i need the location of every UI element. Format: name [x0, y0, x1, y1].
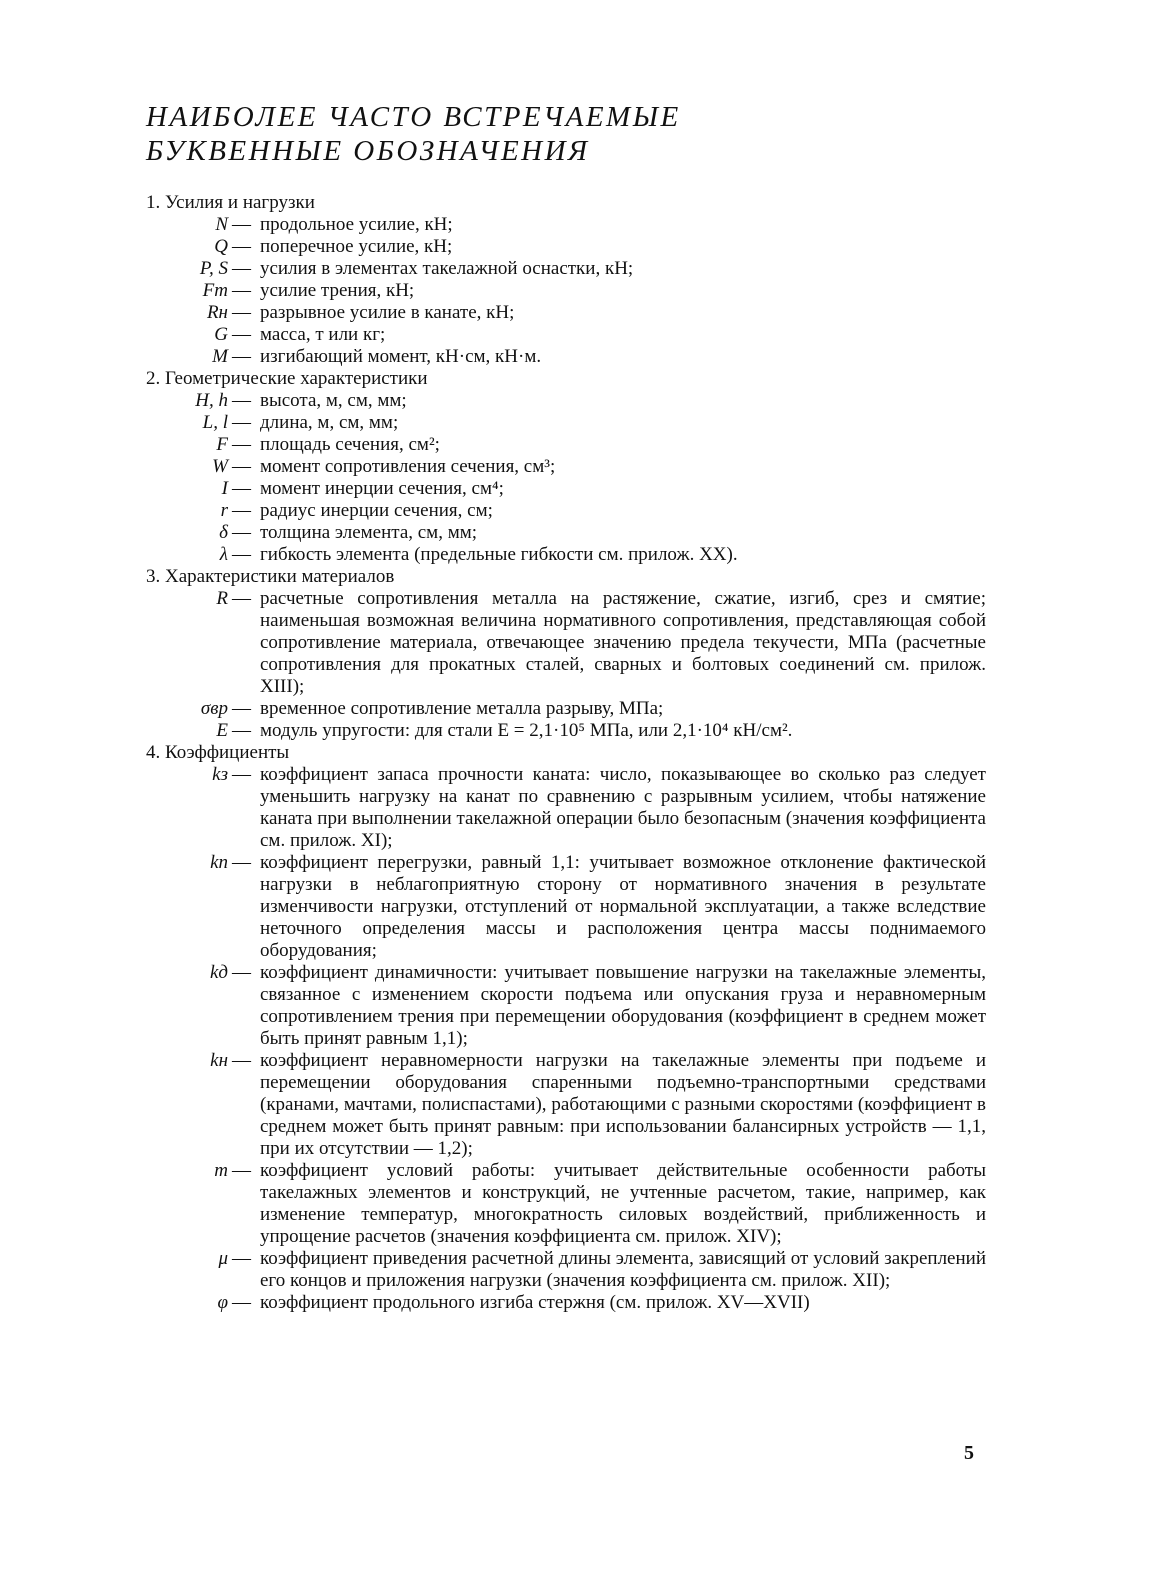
em-dash: —: [232, 236, 251, 257]
symbol: m: [214, 1160, 228, 1181]
symbol-definition: [146, 698, 986, 720]
symbol-description: площадь сечения, см²;: [260, 434, 440, 455]
symbol-definition: [146, 544, 986, 566]
em-dash: —: [232, 280, 251, 301]
symbol-description: толщина элемента, см, мм;: [260, 522, 478, 543]
em-dash: —: [232, 214, 251, 235]
symbol: I: [221, 478, 228, 499]
symbol: G: [214, 324, 228, 345]
em-dash: —: [232, 1292, 251, 1313]
symbol: λ: [219, 544, 228, 565]
symbol-definition: [146, 852, 986, 962]
symbol-list: [146, 192, 986, 1314]
symbol-definition: [146, 1050, 986, 1160]
section-heading: 2. Геометрические характеристики: [146, 368, 428, 389]
symbol: σвр: [200, 698, 228, 719]
em-dash: —: [232, 346, 251, 367]
symbol-definition: [146, 302, 986, 324]
symbol: F: [216, 434, 228, 455]
em-dash: —: [232, 478, 251, 499]
title-line-1: НАИБОЛЕЕ ЧАСТО ВСТРЕЧАЕМЫЕ: [146, 101, 681, 133]
symbol-definition: [146, 346, 986, 368]
em-dash: —: [232, 1050, 251, 1071]
symbol: φ: [217, 1292, 228, 1313]
symbol-description: коэффициент продольного изгиба стержня (см. прилож. XV—XVII): [260, 1292, 810, 1313]
symbol: r: [220, 500, 228, 521]
symbol-description: высота, м, см, мм;: [260, 390, 407, 411]
em-dash: —: [232, 434, 251, 455]
symbol: δ: [219, 522, 228, 543]
symbol-description: поперечное усилие, кН;: [260, 236, 453, 257]
symbol-definition: [146, 588, 986, 698]
symbol: Q: [214, 236, 228, 257]
symbol: μ: [218, 1248, 228, 1269]
em-dash: —: [232, 720, 251, 741]
symbol-description: длина, м, см, мм;: [260, 412, 399, 433]
symbol-description: усилия в элементах такелажной оснастки, кН;: [260, 258, 634, 279]
em-dash: —: [232, 324, 251, 345]
symbol-description: усилие трения, кН;: [260, 280, 415, 301]
em-dash: —: [232, 1160, 251, 1181]
symbol-definition: [146, 764, 986, 852]
em-dash: —: [232, 764, 251, 785]
symbol: P, S: [199, 258, 228, 279]
symbol-description: коэффициент динамичности: учитывает повышение нагрузки на такелажные элементы, связанное с изменением скорости подъема или опускания груза и неравномерным сопротивлением трения при перемещении оборудования (коэффициент в среднем может быть принят равным 1,1);: [260, 962, 986, 1049]
symbol-description: коэффициент условий работы: учитывает действительные особенности работы такелажных элементов и конструкций, не учтенные расчетом, такие, например, как изменение температур, многократность силовых воздействий, приближенность и упрощение расчетов (значения коэффициента см. прилож. XIV);: [260, 1160, 986, 1247]
em-dash: —: [232, 852, 251, 873]
em-dash: —: [232, 302, 251, 323]
symbol: H, h: [195, 390, 228, 411]
symbol: M: [212, 346, 228, 367]
symbol-description: радиус инерции сечения, см;: [260, 500, 493, 521]
section-heading: 4. Коэффициенты: [146, 742, 290, 763]
em-dash: —: [232, 698, 251, 719]
em-dash: —: [232, 544, 251, 565]
symbol-definition: [146, 478, 986, 500]
symbol-description: продольное усилие, кН;: [260, 214, 453, 235]
symbol-definition: [146, 214, 986, 236]
symbol: kн: [210, 1050, 228, 1071]
symbol-definition: [146, 720, 986, 742]
em-dash: —: [232, 1248, 251, 1269]
symbol: L, l: [202, 412, 228, 433]
symbol-definition: [146, 500, 986, 522]
title-line-2: БУКВЕННЫЕ ОБОЗНАЧЕНИЯ: [146, 135, 590, 167]
symbol-definition: [146, 258, 986, 280]
symbol: kз: [212, 764, 228, 785]
symbol: N: [215, 214, 228, 235]
em-dash: —: [232, 258, 251, 279]
symbol-description: коэффициент запаса прочности каната: число, показывающее во сколько раз следует уменьшить нагрузку на канат по сравнению с разрывным усилием, чтобы натяжение каната при выполнении такелажной операции было безопасным (значения коэффициента см. прилож. XI);: [260, 764, 986, 851]
symbol-definition: [146, 434, 986, 456]
symbol-description: разрывное усилие в канате, кН;: [260, 302, 515, 323]
symbol-definition: [146, 236, 986, 258]
em-dash: —: [232, 522, 251, 543]
symbol-definition: [146, 456, 986, 478]
symbol-description: изгибающий момент, кН·см, кН·м.: [260, 346, 542, 367]
symbol-definition: [146, 280, 986, 302]
symbol: kд: [209, 962, 228, 983]
symbol-definition: [146, 522, 986, 544]
symbol-description: коэффициент перегрузки, равный 1,1: учитывает возможное отклонение фактической нагрузки в неблагоприятную сторону от нормативного значения в результате изменчивости нагрузки, отступлений от нормальной эксплуатации, а также вследствие неточного определения массы и расположения центра массы поднимаемого оборудования;: [260, 852, 986, 961]
symbol-definition: [146, 324, 986, 346]
symbol: Rн: [206, 302, 228, 323]
symbol-description: момент инерции сечения, см⁴;: [260, 478, 504, 499]
symbol: kп: [210, 852, 228, 873]
em-dash: —: [232, 390, 251, 411]
symbol: W: [212, 456, 228, 477]
page-number: 5: [964, 1442, 974, 1464]
symbol-description: коэффициент неравномерности нагрузки на такелажные элементы при подъеме и перемещении оборудования спаренными подъемно-транспортными средствами (кранами, мачтами, полиспастами), работающими с разными скоростями (коэффициент в среднем может быть принят равным: при использовании балансирных устройств — 1,1, при их отсутствии — 1,2);: [260, 1050, 986, 1159]
symbol-description: коэффициент приведения расчетной длины элемента, зависящий от условий закреплений его концов и приложения нагрузки (значения коэффициента см. прилож. XII);: [260, 1248, 986, 1291]
symbol-definition: [146, 1292, 986, 1314]
symbol-definition: [146, 1160, 986, 1248]
section-heading: 1. Усилия и нагрузки: [146, 192, 315, 213]
em-dash: —: [232, 962, 251, 983]
symbol-description: момент сопротивления сечения, см³;: [260, 456, 556, 477]
symbol-definition: [146, 962, 986, 1050]
symbol-definition: [146, 390, 986, 412]
symbol: R: [216, 588, 228, 609]
em-dash: —: [232, 412, 251, 433]
symbol-description: временное сопротивление металла разрыву, МПа;: [260, 698, 664, 719]
symbol-description: гибкость элемента (предельные гибкости см. прилож. XX).: [260, 544, 738, 565]
symbol: Fт: [202, 280, 228, 301]
symbol: E: [216, 720, 228, 741]
em-dash: —: [232, 500, 251, 521]
symbol-description: расчетные сопротивления металла на растяжение, сжатие, изгиб, срез и смятие; наименьшая возможная величина нормативного сопротивления, представляющая собой сопротивление материала, отвечающее значению предела текучести, МПа (расчетные сопротивления для прокатных сталей, сварных и болтовых соединений см. прилож. XIII);: [260, 588, 986, 697]
em-dash: —: [232, 588, 251, 609]
page-title: [146, 100, 681, 168]
symbol-description: модуль упругости: для стали E = 2,1·10⁵ МПа, или 2,1·10⁴ кН/см².: [260, 720, 793, 741]
symbol-description: масса, т или кг;: [260, 324, 386, 345]
symbol-definition: [146, 1248, 986, 1292]
em-dash: —: [232, 456, 251, 477]
symbol-definition: [146, 412, 986, 434]
section-heading: 3. Характеристики материалов: [146, 566, 395, 587]
